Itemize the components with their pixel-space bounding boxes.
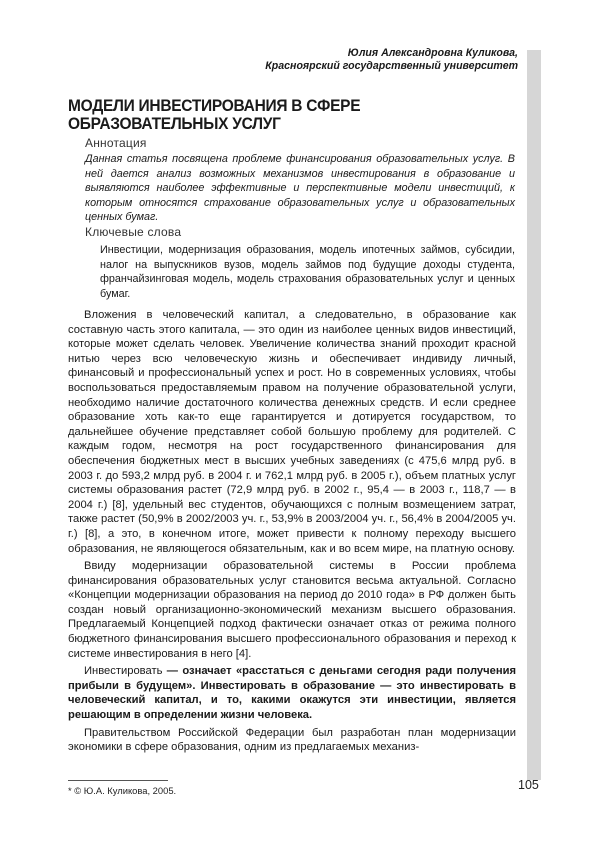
article-body: [68, 308, 516, 758]
body-paragraph-3-start: Инвестировать: [84, 665, 167, 678]
side-margin-bar: [527, 50, 541, 780]
body-paragraph-1: Вложения в человеческий капитал, а следовательно, в образование как составную часть этого капитала, — это один из наиболее ценных видов инвестиций, которые может сделать человек. Увеличение количества знаний проходит красной нитью через всю человеческую жизнь и обеспечивает индивиду личный, финансовый и профессиональный успех и рост. Но в современных условиях, чтобы воспользоваться предоставляемым правом на получение образовательной услуги, необходимо наличие достаточного количества денежных средств. И если среднее образование хоть как-то еще гарантируется и дотируется государством, то дальнейшее обучение представляет собой большую проблему для родителей. С каждым годом, несмотря на рост государственного финансирования для обеспечения бюджетных мест в высших учебных заведениях (с 475,6 млрд руб. в 2003 г. до 593,2 млрд руб. в 2004 г. и 762,1 млрд руб. в 2005 г.), объем платных услуг системы образования растет (72,9 млрд руб. в 2002 г., 95,4 — в 2003 г., 118,7 — в 2004 г.) [8], удельный вес студентов, обучающихся с полным возмещением затрат, также растет (50,9% в 2002/2003 уч. г., 53,9% в 2003/2004 уч. г., 56,4% в 2004/2005 уч. г.) [8], а это, в конечном итоге, может привести к полному переходу высшего образования, не являющегося обязательным, как и во всем мире, на платную основу.: [68, 309, 516, 555]
abstract-label: Аннотация: [85, 136, 147, 150]
author-name: Юлия Александровна Куликова,: [347, 47, 518, 59]
page-number: 105: [518, 778, 539, 792]
footnote-rule: [68, 780, 168, 781]
body-paragraph-3: [68, 664, 516, 722]
author-affiliation: Красноярский государственный университет: [265, 60, 518, 72]
footnote: * © Ю.А. Куликова, 2005.: [68, 785, 177, 796]
title-line-1: МОДЕЛИ ИНВЕСТИРОВАНИЯ В СФЕРЕ: [68, 97, 361, 115]
keywords-label: Ключевые слова: [85, 225, 182, 239]
body-paragraph-2: Ввиду модернизации образовательной системы в России проблема финансирования образовательных услуг становится весьма актуальной. Согласно «Концепции модернизации образования на период до 2010 года» в РФ должен быть создан новый организационно-экономический механизм высшего образования. Предлагаемый Концепцией подход фактически означает отказ от режима полного бюджетного финансирования высшего профессионального образования и переход к системе инвестирования в него [4].: [68, 560, 516, 660]
article-title: [68, 97, 425, 133]
author-block: [265, 47, 518, 73]
keywords-text: Инвестиции, модернизация образования, модель ипотечных займов, субсидии, налог на выпускников вузов, модель займов под будущие доходы студента, франчайзинговая модель, модель страхования образовательных услуг и ценных бумаг.: [100, 244, 515, 300]
abstract-text: Данная статья посвящена проблеме финансирования образовательных услуг. В ней дается анализ возможных механизмов инвестирования в образование и выявляются наиболее эффективные и перспективные модели инвестиций, к которым относятся страхование образовательных услуг и образовательных ценных бумаг.: [85, 153, 515, 224]
body-paragraph-3-bold: — означает «расстаться с деньгами сегодня ради получения прибыли в будущем». Инвестировать в образование — это инвестировать в человеческий капитал, и то, какими окажутся эти инвестиции, является решающим в определении жизни человека.: [68, 665, 516, 722]
body-paragraph-4: Правительством Российской Федерации был разработан план модернизации экономики в сфере образования, одним из предлагаемых механиз-: [68, 726, 516, 754]
title-line-2: ОБРАЗОВАТЕЛЬНЫХ УСЛУГ: [68, 115, 281, 133]
